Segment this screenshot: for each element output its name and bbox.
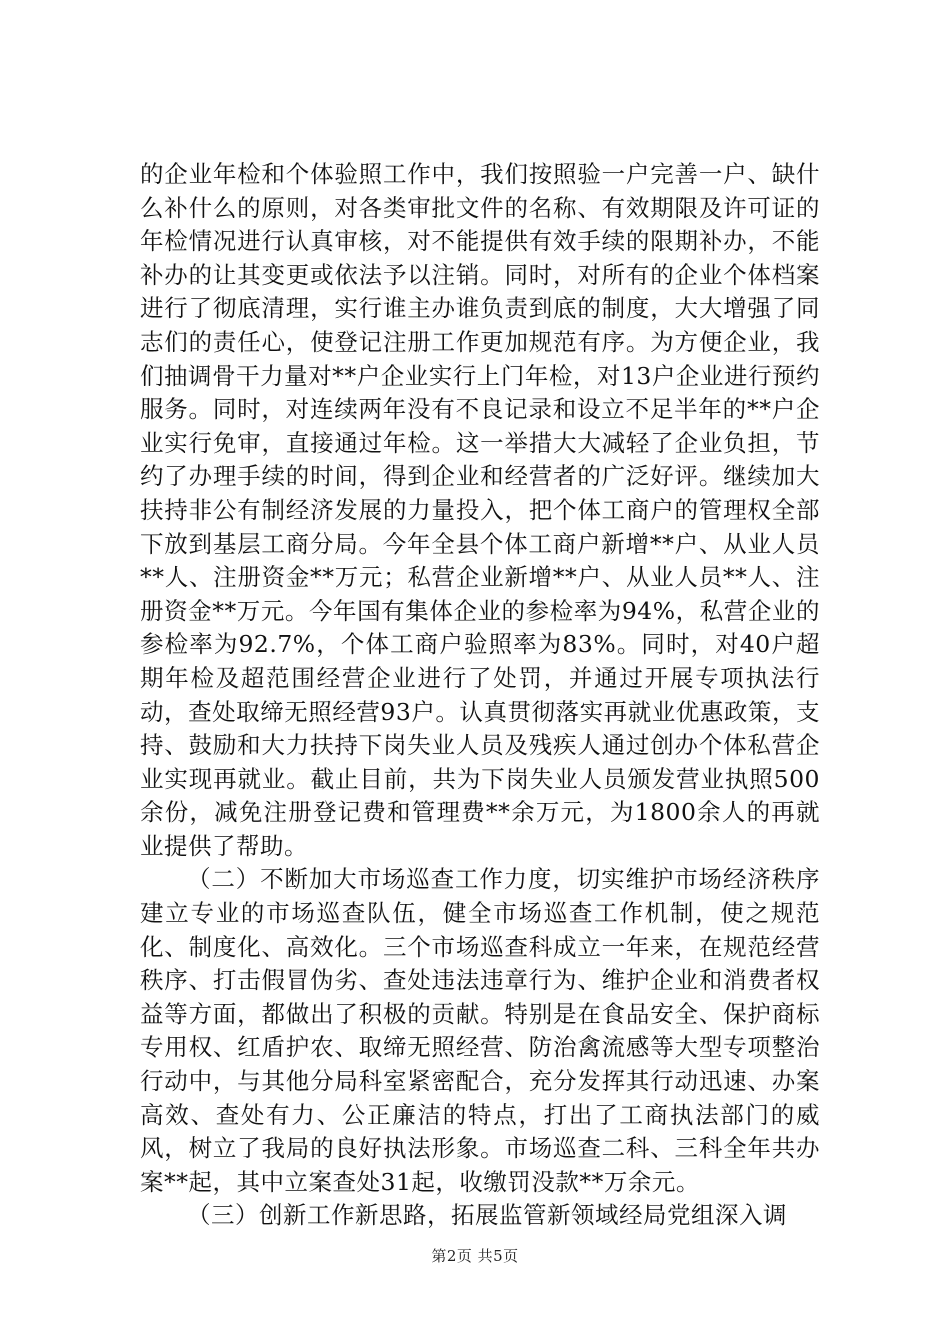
paragraph-section-2: （二）不断加大市场巡查工作力度，切实维护市场经济秩序建立专业的市场巡查队伍，健全市场巡查工作机制，使之规范化、制度化、高效化。三个市场巡查科成立一年来，在规范经营秩序、打击假冒伪劣、查处违法违章行为、维护企业和消费者权益等方面，都做出了积极的贡献。特别是在食品安全、保护商标专用权、红盾护农、取缔无照经营、防治禽流感等大型专项整治行动中，与其他分局科室紧密配合，充分发挥其行动迅速、办案高效、查处有力、公正廉洁的特点，打出了工商执法部门的威风，树立了我局的良好执法形象。市场巡查二科、三科全年共办案**起，其中立案查处31起，收缴罚没款**万余元。 — [140, 865, 820, 1196]
paragraph-continuation: 的企业年检和个体验照工作中，我们按照验一户完善一户、缺什么补什么的原则，对各类审批文件的名称、有效期限及许可证的年检情况进行认真审核，对不能提供有效手续的限期补办，不能补办的让其变更或依法予以注销。同时，对所有的企业个体档案进行了彻底清理，实行谁主办谁负责到底的制度，大大增强了同志们的责任心，使登记注册工作更加规范有序。为方便企业，我们抽调骨干力量对**户企业实行上门年检，对13户企业进行预约服务。同时，对连续两年没有不良记录和设立不足半年的**户企业实行免审，直接通过年检。这一举措大大减轻了企业负担，节约了办理手续的时间，得到企业和经营者的广泛好评。继续加大扶持非公有制经济发展的力量投入，把个体工商户的管理权全部下放到基层工商分局。今年全县个体工商户新增**户、从业人员**人、注册资金**万元；私营企业新增**户、从业人员**人、注册资金**万元。今年国有集体企业的参检率为94%，私营企业的参检率为92.7%，个体工商户验照率为83%。同时，对40户超期年检及超范围经营企业进行了处罚，并通过开展专项执法行动，查处取缔无照经营93户。认真贯彻落实再就业优惠政策，支持、鼓励和大力扶持下岗失业人员及残疾人通过创办个体私营企业实现再就业。截止目前，共为下岗失业人员颁发营业执照500余份，减免注册登记费和管理费**余万元，为1800余人的再就业提供了帮助。 — [140, 160, 820, 860]
paragraph-section-3: （三）创新工作新思路，拓展监管新领域经局党组深入调 — [187, 1201, 787, 1230]
page-number-footer: 第2页 共5页 — [431, 1247, 519, 1265]
document-body — [140, 158, 820, 1233]
